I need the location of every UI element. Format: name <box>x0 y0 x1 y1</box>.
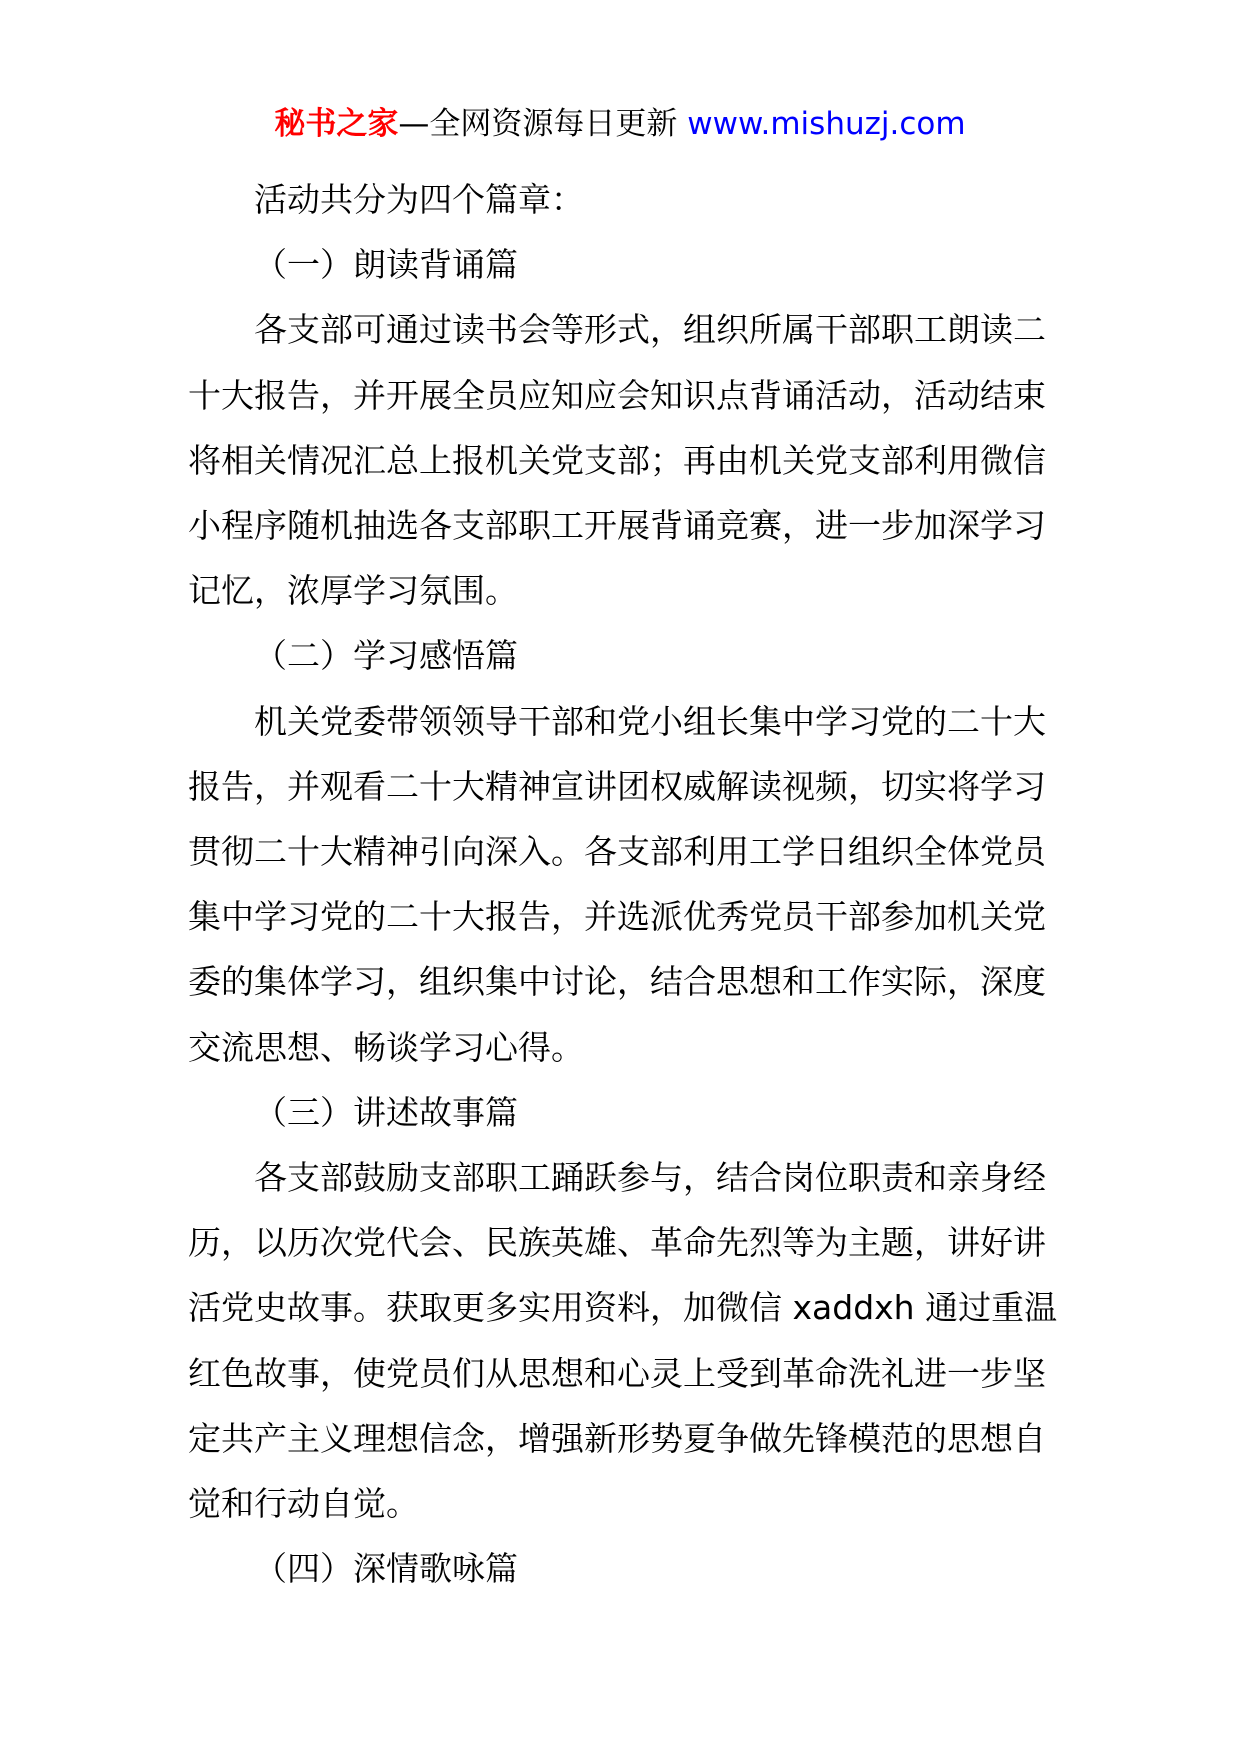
section-paragraph-1: 各支部可通过读书会等形式，组织所属干部职工朗读二十大报告，并开展全员应知应会知识点背诵活动，活动结束将相关情况汇总上报机关党支部；再由机关党支部利用微信小程序随机抽选各支部职工开展背诵竞赛，进一步加深学习记忆，浓厚学习氛围。 <box>188 310 1046 611</box>
site-url[interactable]: www.mishuzj.com <box>687 106 966 142</box>
section-heading-4: （四）深情歌咏篇 <box>254 1549 518 1589</box>
site-tagline: —全网资源每日更新 <box>398 106 688 142</box>
section-paragraph-3: 各支部鼓励支部职工踊跃参与，结合岗位职责和亲身经历，以历次党代会、民族英雄、革命先烈等为主题，讲好讲活党史故事。获取更多实用资料，加微信 xaddxh 通过重温红色故事，使党员们从思想和心灵上受到革命洗礼进一步坚定共产主义理想信念，增强新形势夏争做先锋模范的思想自觉和行动自觉。 <box>188 1158 1058 1524</box>
intro-paragraph: 活动共分为四个篇章： <box>254 180 584 219</box>
page-header <box>0 102 1240 146</box>
section-heading-3: （三）讲述故事篇 <box>254 1092 518 1132</box>
section-heading-2: （二）学习感悟篇 <box>254 636 518 676</box>
site-brand: 秘书之家 <box>274 106 399 142</box>
document-body <box>188 167 1058 1601</box>
section-paragraph-2: 机关党委带领领导干部和党小组长集中学习党的二十大报告，并观看二十大精神宣讲团权威解读视频，切实将学习贯彻二十大精神引向深入。各支部利用工学日组织全体党员集中学习党的二十大报告，并选派优秀党员干部参加机关党委的集体学习，组织集中讨论，结合思想和工作实际，深度交流思想、畅谈学习心得。 <box>188 701 1046 1067</box>
section-heading-1: （一）朗读背诵篇 <box>254 245 518 285</box>
